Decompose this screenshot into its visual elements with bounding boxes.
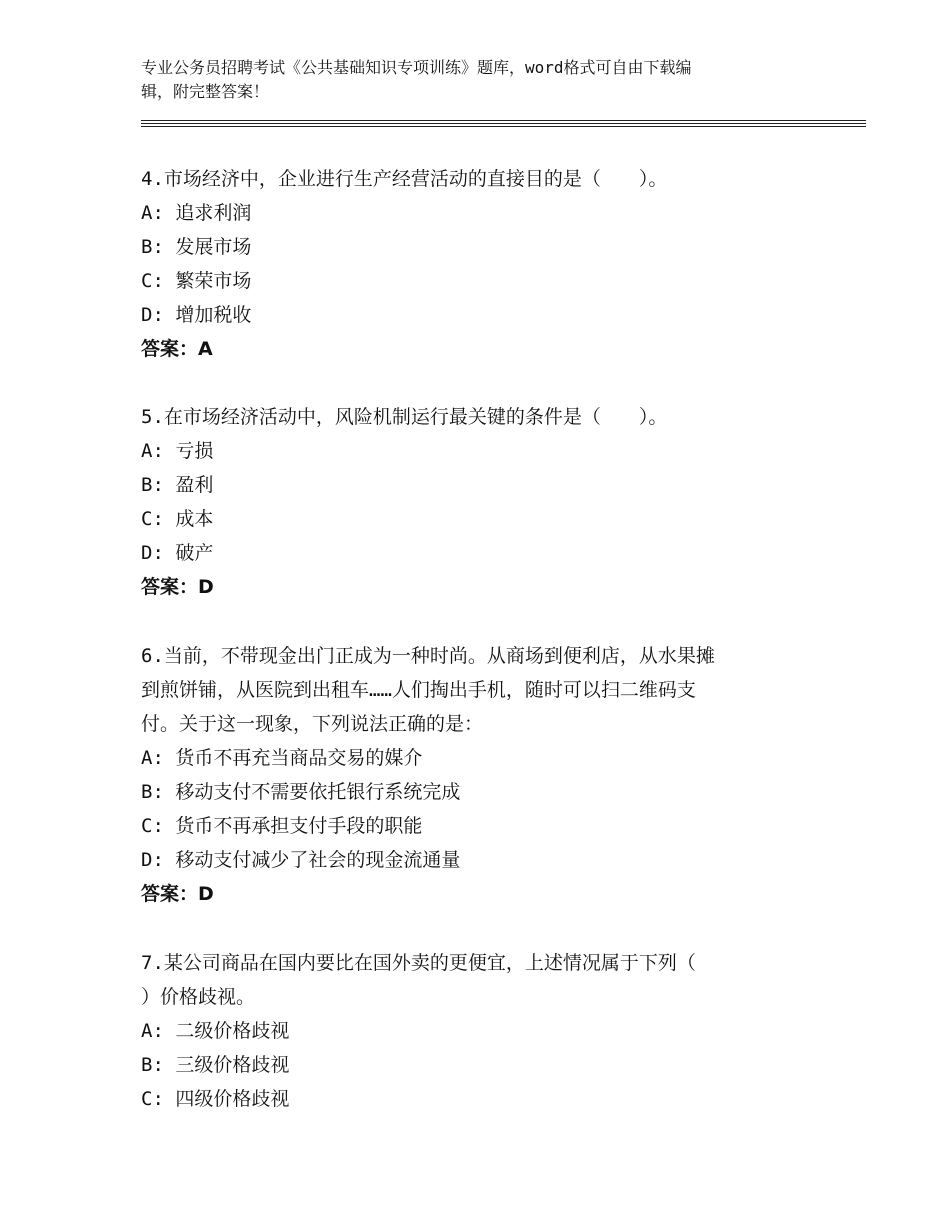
header-divider-top (141, 120, 866, 121)
header-line-2: 辑，附完整答案！ (141, 82, 270, 101)
option-a: A: 二级价格歧视 (141, 1020, 290, 1042)
option-b: B: 移动支付不需要依托银行系统完成 (141, 781, 461, 803)
question-6 (141, 639, 841, 911)
option-b: B: 发展市场 (141, 236, 252, 258)
question-stem: 4.市场经济中，企业进行生产经营活动的直接目的是（ ）。 (141, 168, 668, 190)
option-d: D: 破产 (141, 542, 214, 564)
option-d: D: 移动支付减少了社会的现金流通量 (141, 849, 461, 871)
question-7 (141, 946, 841, 1116)
option-c: C: 成本 (141, 508, 214, 530)
question-stem-line-1: 6.当前，不带现金出门正成为一种时尚。从商场到便利店，从水果摊 (141, 645, 715, 667)
answer-label: 答案：D (141, 883, 214, 905)
question-stem-line-2: 到煎饼铺，从医院到出租车……人们掏出手机，随时可以扫二维码支 (141, 679, 696, 701)
question-stem: 5.在市场经济活动中，风险机制运行最关键的条件是（ ）。 (141, 406, 668, 428)
question-stem-line-1: 7.某公司商品在国内要比在国外卖的更便宜，上述情况属于下列（ (141, 952, 696, 974)
header-divider-bottom (141, 126, 866, 127)
header-line-1: 专业公务员招聘考试《公共基础知识专项训练》题库，word格式可自由下载编 (141, 58, 692, 77)
option-c: C: 货币不再承担支付手段的职能 (141, 815, 423, 837)
answer-label: 答案：D (141, 576, 214, 598)
option-a: A: 追求利润 (141, 202, 252, 224)
answer-label: 答案：A (141, 338, 213, 360)
document-header (141, 56, 801, 104)
option-c: C: 繁荣市场 (141, 270, 252, 292)
question-stem-line-3: 付。关于这一现象，下列说法正确的是： (141, 713, 484, 735)
option-b: B: 盈利 (141, 474, 214, 496)
question-4 (141, 162, 841, 366)
header-divider-middle (141, 123, 866, 124)
option-c: C: 四级价格歧视 (141, 1088, 290, 1110)
option-d: D: 增加税收 (141, 304, 252, 326)
question-stem-line-2: ）价格歧视。 (141, 986, 256, 1008)
question-5 (141, 400, 841, 604)
option-a: A: 亏损 (141, 440, 214, 462)
option-a: A: 货币不再充当商品交易的媒介 (141, 747, 423, 769)
option-b: B: 三级价格歧视 (141, 1054, 290, 1076)
